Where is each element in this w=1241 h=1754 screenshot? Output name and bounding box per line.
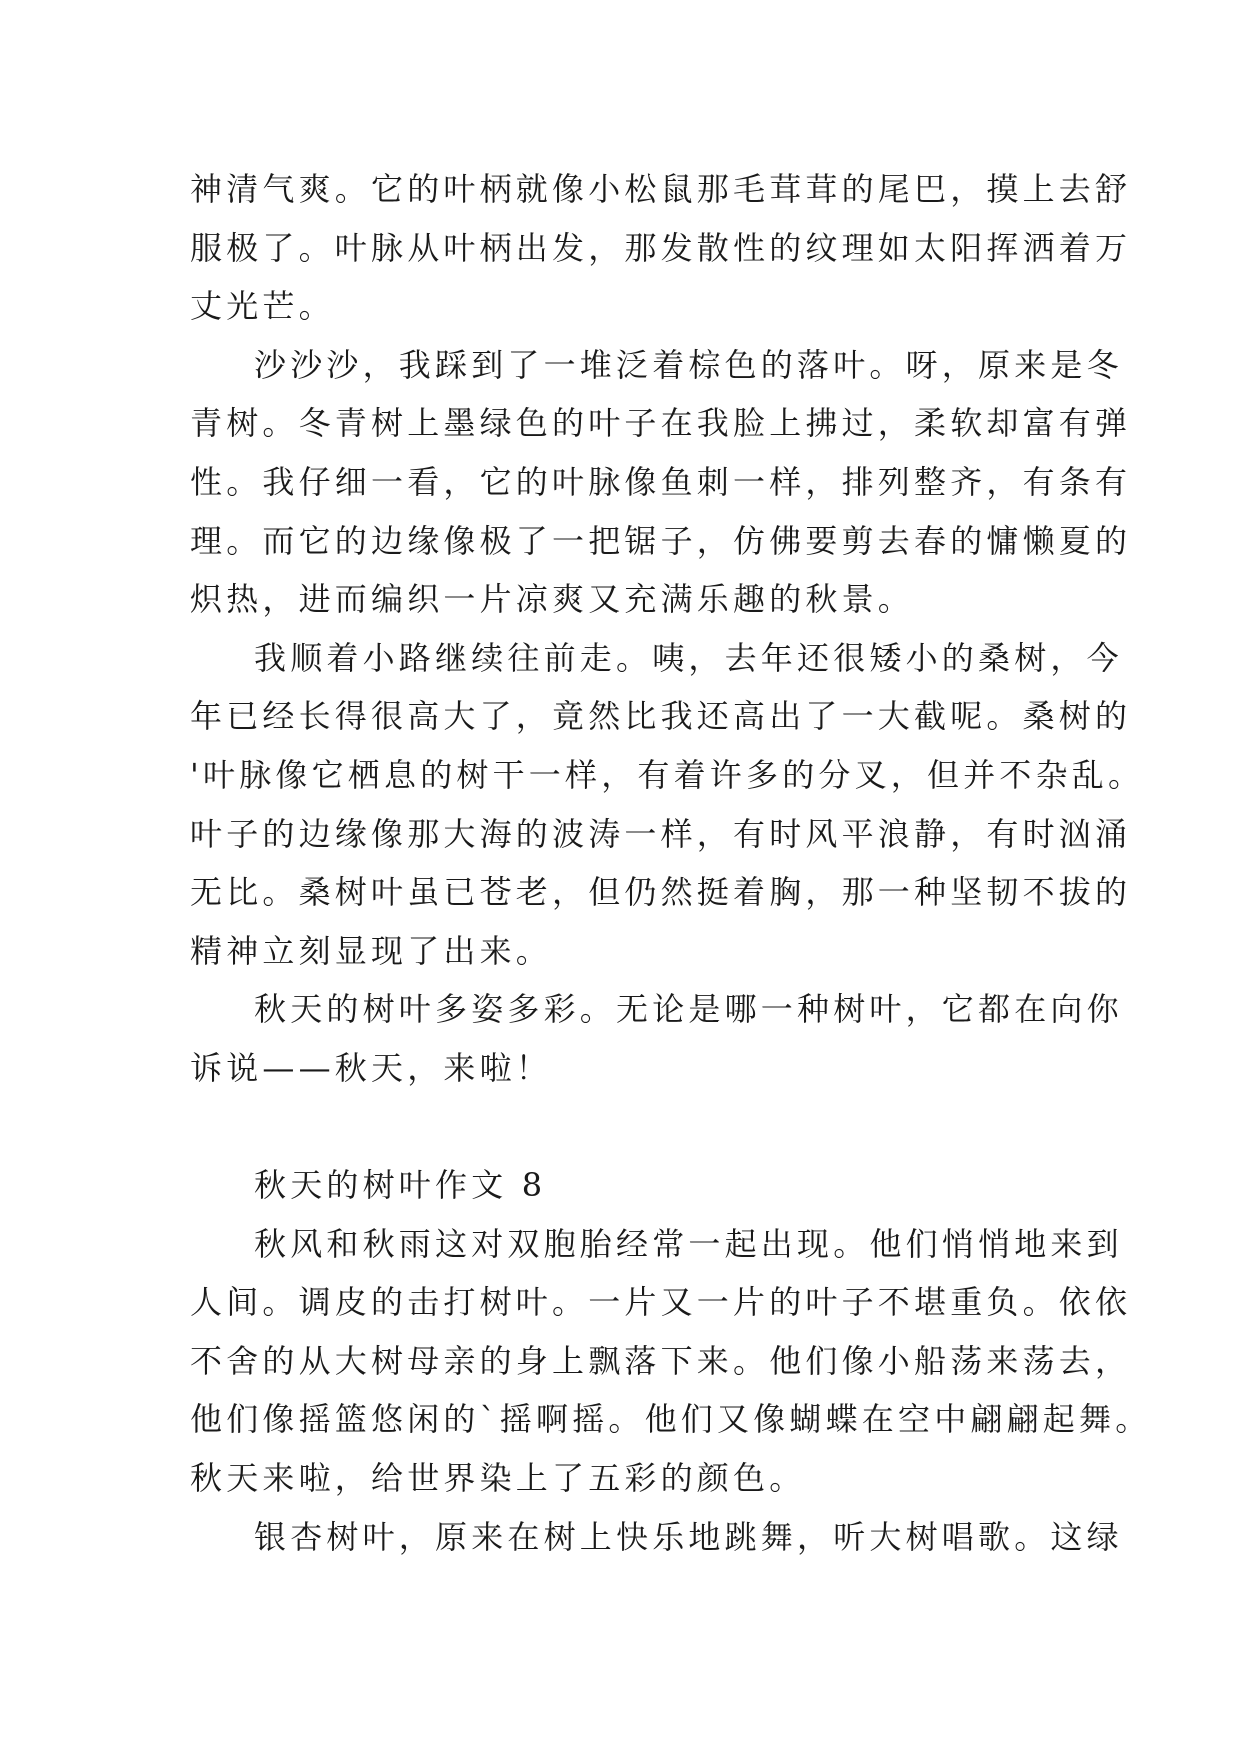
text-line: 叶子的边缘像那大海的波涛一样，有时风平浪静，有时汹涌 bbox=[190, 814, 1132, 853]
paragraph bbox=[190, 1215, 1152, 1508]
paragraph bbox=[190, 1508, 1123, 1567]
text-line: 炽热，进而编织一片凉爽又充满乐趣的秋景。 bbox=[190, 580, 915, 619]
text-line: 性。我仔细一看，它的叶脉像鱼刺一样，排列整齐，有条有 bbox=[190, 462, 1132, 501]
document-body bbox=[190, 160, 1152, 1566]
text-line: 青树。冬青树上墨绿色的叶子在我脸上拂过，柔软却富有弹 bbox=[190, 404, 1132, 443]
text-line: 秋天来啦，给世界染上了五彩的颜色。 bbox=[190, 1459, 806, 1498]
text-line: 秋天的树叶多姿多彩。无论是哪一种树叶，它都在向你 bbox=[254, 990, 1123, 1029]
blank-line bbox=[190, 1098, 1050, 1157]
text-line: 沙沙沙，我踩到了一堆泛着棕色的落叶。呀，原来是冬 bbox=[254, 345, 1123, 384]
paragraph bbox=[190, 980, 1123, 1097]
text-line: 人间。调皮的击打树叶。一片又一片的叶子不堪重负。依依 bbox=[190, 1283, 1132, 1322]
paragraph bbox=[190, 336, 1132, 629]
section-title: 秋天的树叶作文 8 bbox=[254, 1166, 547, 1205]
paragraph bbox=[190, 629, 1145, 981]
text-line: 诉说——秋天，来啦！ bbox=[190, 1048, 553, 1087]
text-line: 服极了。叶脉从叶柄出发，那发散性的纹理如太阳挥洒着万 bbox=[190, 228, 1132, 267]
text-line: 理。而它的边缘像极了一把锯子，仿佛要剪去春的慵懒夏的 bbox=[190, 521, 1132, 560]
text-line: 神清气爽。它的叶柄就像小松鼠那毛茸茸的尾巴，摸上去舒 bbox=[190, 170, 1132, 208]
text-line: 他们像摇篮悠闲的`摇啊摇。他们又像蝴蝶在空中翩翩起舞。 bbox=[190, 1400, 1152, 1439]
text-line: '叶脉像它栖息的树干一样，有着许多的分叉，但并不杂乱。 bbox=[190, 755, 1145, 794]
text-line: 无比。桑树叶虽已苍老，但仍然挺着胸，那一种坚韧不拔的 bbox=[190, 873, 1132, 912]
text-line: 我顺着小路继续往前走。咦，去年还很矮小的桑树，今 bbox=[254, 638, 1123, 677]
text-line: 银杏树叶，原来在树上快乐地跳舞，听大树唱歌。这绿 bbox=[254, 1517, 1123, 1556]
text-line: 不舍的从大树母亲的身上飘落下来。他们像小船荡来荡去， bbox=[190, 1341, 1132, 1380]
text-line: 丈光芒。 bbox=[190, 287, 335, 326]
text-line: 秋风和秋雨这对双胞胎经常一起出现。他们悄悄地来到 bbox=[254, 1224, 1123, 1263]
paragraph bbox=[190, 160, 1132, 336]
text-line: 精神立刻显现了出来。 bbox=[190, 931, 553, 970]
text-line: 年已经长得很高大了，竟然比我还高出了一大截呢。桑树的 bbox=[190, 697, 1132, 736]
